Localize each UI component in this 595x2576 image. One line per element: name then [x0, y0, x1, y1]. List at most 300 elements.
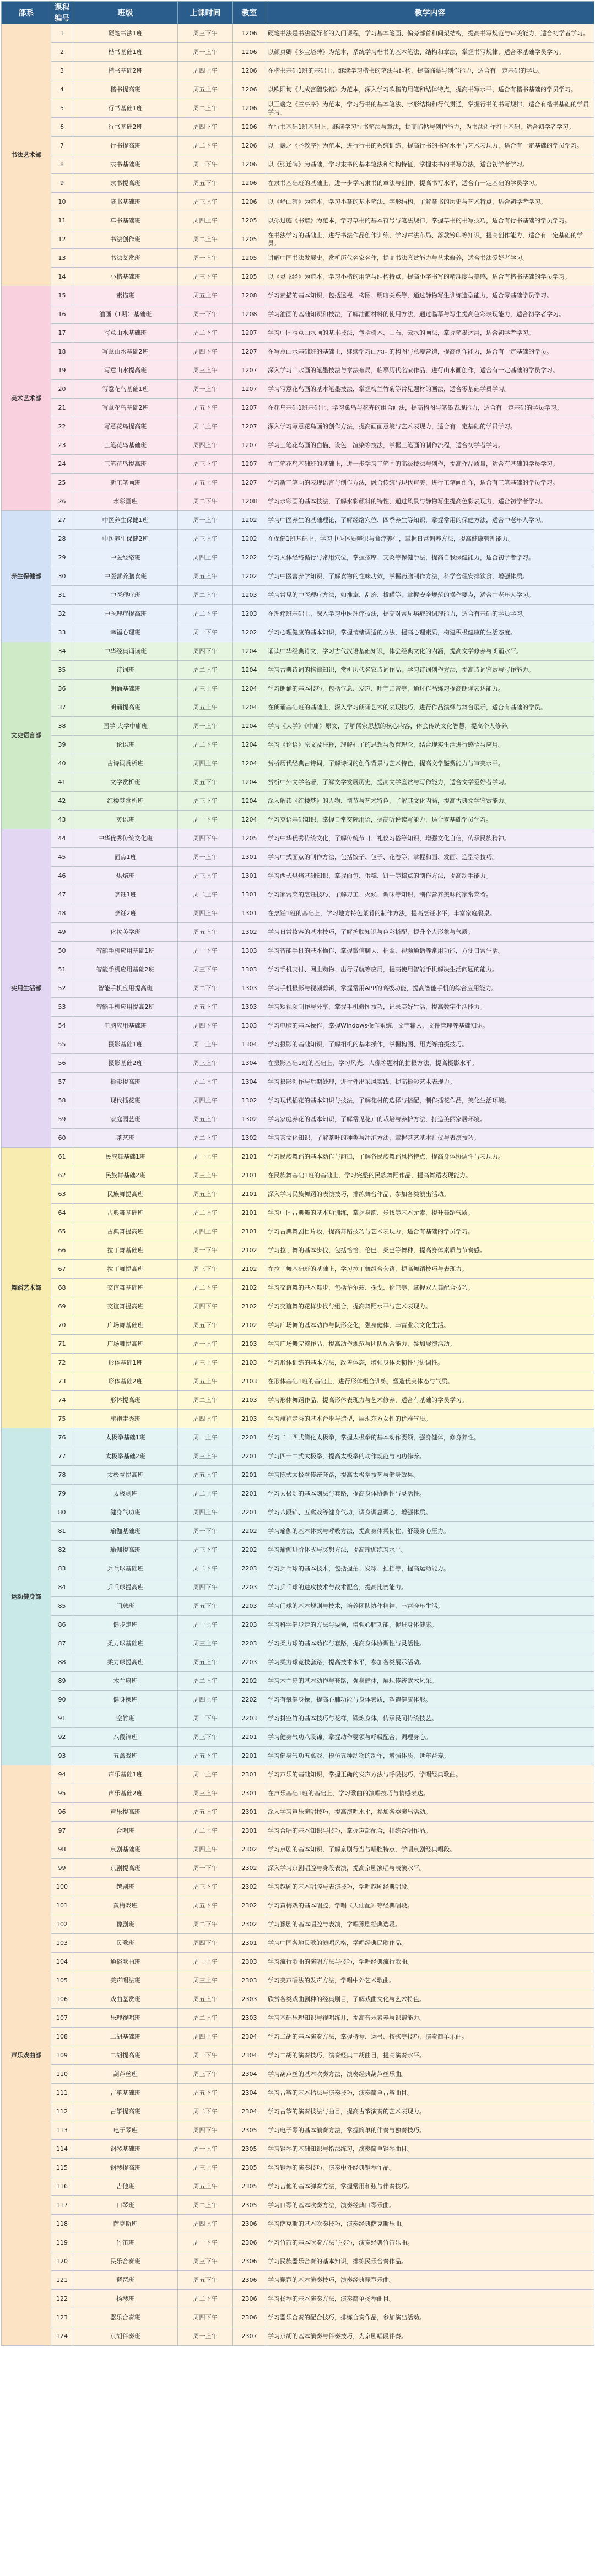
teaching-content-cell: 在花鸟基础1班基础上，学习禽鸟与花卉的组合画法，提高构图与笔墨表现能力，适合有一定基础的学员学习。	[266, 399, 594, 417]
course-number-cell: 15	[51, 286, 73, 305]
course-number-cell: 76	[51, 1428, 73, 1447]
classroom-cell: 1302	[233, 1091, 266, 1110]
teaching-content-cell: 在朗诵基础班的基础上，深入学习朗诵艺术的表现技巧，进行作品演绎与舞台展示，适合有基础的学员。	[266, 698, 594, 717]
class-time-cell: 周四下午	[178, 1578, 233, 1597]
course-number-cell: 79	[51, 1485, 73, 1503]
table-row	[2, 1129, 594, 1148]
teaching-content-cell: 学习中国写意山水画的基本技法，包括树木、山石、云水的画法，掌握笔墨运用，适合初学者学习。	[266, 324, 594, 343]
class-time-cell: 周四下午	[178, 1017, 233, 1035]
class-time-cell: 周一上午	[178, 1335, 233, 1354]
table-row	[2, 567, 594, 586]
classroom-cell: 2203	[233, 1597, 266, 1616]
classroom-cell: 2103	[233, 1335, 266, 1354]
table-row	[2, 1915, 594, 1934]
course-number-cell: 116	[51, 2177, 73, 2196]
classroom-cell: 1204	[233, 661, 266, 680]
class-name-cell: 民乐合奏班	[73, 2252, 178, 2271]
table-row	[2, 1260, 594, 1279]
teaching-content-cell: 学习四十二式太极拳，提高太极拳的动作规范与内功修养。	[266, 1447, 594, 1466]
class-name-cell: 美声唱法班	[73, 1971, 178, 1990]
teaching-content-cell: 学习古典舞剧目片段，提高舞蹈技巧与艺术表现力，适合有基础的学员学习。	[266, 1222, 594, 1241]
classroom-cell: 2201	[233, 1728, 266, 1747]
teaching-content-cell: 学习陈式太极拳传统套路，提高太极拳技艺与健身效果。	[266, 1466, 594, 1485]
table-row	[2, 1840, 594, 1859]
class-name-cell: 中医营养膳食班	[73, 567, 178, 586]
table-row	[2, 1559, 594, 1578]
classroom-cell: 2302	[233, 1878, 266, 1896]
course-number-cell: 67	[51, 1260, 73, 1279]
teaching-content-cell: 学习西式烘焙基础知识，掌握面包、蛋糕、饼干等糕点的制作方法，提高动手能力。	[266, 867, 594, 885]
course-number-cell: 21	[51, 399, 73, 417]
class-time-cell: 周五下午	[178, 1747, 233, 1765]
class-time-cell: 周二下午	[178, 1279, 233, 1297]
teaching-content-cell: 学习茶文化知识，了解茶叶的种类与冲泡方法，掌握茶艺基本礼仪与表演技巧。	[266, 1129, 594, 1148]
class-name-cell: 民歌班	[73, 1934, 178, 1953]
table-row	[2, 2102, 594, 2121]
class-time-cell: 周二下午	[178, 736, 233, 754]
class-time-cell: 周一上午	[178, 717, 233, 736]
classroom-cell: 1207	[233, 324, 266, 343]
table-row	[2, 1279, 594, 1297]
class-time-cell: 周三上午	[178, 193, 233, 211]
class-time-cell: 周三下午	[178, 1260, 233, 1279]
course-number-cell: 77	[51, 1447, 73, 1466]
teaching-content-cell: 学习古筝的演奏技法与曲目，提高古筝演奏的艺术表现力。	[266, 2102, 594, 2121]
table-row	[2, 1541, 594, 1559]
table-row	[2, 2121, 594, 2140]
class-time-cell: 周五下午	[178, 1896, 233, 1915]
teaching-content-cell: 学习工笔花鸟画的白描、设色、渲染等技法，掌握工笔画的制作流程，适合初学者学习。	[266, 436, 594, 455]
teaching-content-cell: 学习中国古典舞的基本功训练，掌握身韵、步伐等基本元素，提升舞蹈气质。	[266, 1204, 594, 1222]
table-row	[2, 2140, 594, 2159]
teaching-content-cell: 诵读中华经典诗文，学习古代汉语基础知识，体会经典文化的内涵，提高文学修养与朗诵水平。	[266, 642, 594, 661]
class-time-cell: 周一下午	[178, 1709, 233, 1728]
class-time-cell: 周五上午	[178, 474, 233, 492]
class-time-cell: 周四上午	[178, 1410, 233, 1428]
teaching-content-cell: 学习太极剑的基本剑法与套路，提高身体协调性与灵活性。	[266, 1485, 594, 1503]
course-number-cell: 90	[51, 1691, 73, 1709]
table-row	[2, 2252, 594, 2271]
class-name-cell: 民族舞基础1班	[73, 1148, 178, 1166]
table-row	[2, 829, 594, 848]
table-row	[2, 2215, 594, 2233]
table-row	[2, 43, 594, 62]
table-row	[2, 361, 594, 380]
class-name-cell: 中医理疗提高班	[73, 605, 178, 623]
class-name-cell: 民族舞提高班	[73, 1185, 178, 1204]
classroom-cell: 2303	[233, 1990, 266, 2009]
class-time-cell: 周一下午	[178, 305, 233, 324]
table-row	[2, 1485, 594, 1503]
class-name-cell: 摄影基础2班	[73, 1054, 178, 1073]
teaching-content-cell: 学习豫剧的基本唱腔与表演，学唱豫剧经典选段。	[266, 1915, 594, 1934]
class-time-cell: 周二上午	[178, 586, 233, 605]
classroom-cell: 2305	[233, 2121, 266, 2140]
class-time-cell: 周三上午	[178, 867, 233, 885]
class-name-cell: 门球班	[73, 1597, 178, 1616]
table-row	[2, 2028, 594, 2046]
class-name-cell: 柔力球提高班	[73, 1653, 178, 1672]
class-name-cell: 国学·大学中庸班	[73, 717, 178, 736]
course-number-cell: 20	[51, 380, 73, 399]
course-number-cell: 33	[51, 623, 73, 642]
classroom-cell: 1206	[233, 193, 266, 211]
classroom-cell: 1302	[233, 1110, 266, 1129]
course-number-cell: 61	[51, 1148, 73, 1166]
classroom-cell: 2304	[233, 2028, 266, 2046]
classroom-cell: 2201	[233, 1747, 266, 1765]
table-row	[2, 1316, 594, 1335]
table-row	[2, 436, 594, 455]
teaching-content-cell: 学习扬琴的基本演奏方法，演奏简单扬琴曲目。	[266, 2290, 594, 2308]
course-number-cell: 28	[51, 530, 73, 548]
classroom-cell: 1208	[233, 286, 266, 305]
class-name-cell: 小楷基础班	[73, 268, 178, 286]
department-name: 书法艺术部	[2, 24, 51, 286]
class-name-cell: 声乐基础1班	[73, 1765, 178, 1784]
teaching-content-cell: 在烹饪1班的基础上，学习地方特色菜肴的制作方法，提高烹饪水平，丰富家庭餐桌。	[266, 904, 594, 923]
course-number-cell: 105	[51, 1971, 73, 1990]
table-row	[2, 1354, 594, 1372]
teaching-content-cell: 学习黄梅戏的基本唱腔，学唱《天仙配》等经典唱段。	[266, 1896, 594, 1915]
class-time-cell: 周四上午	[178, 904, 233, 923]
department-name: 文史语言部	[2, 642, 51, 829]
class-name-cell: 扬琴班	[73, 2290, 178, 2308]
class-time-cell: 周五上午	[178, 80, 233, 99]
course-number-cell: 86	[51, 1616, 73, 1634]
class-time-cell: 周五下午	[178, 1316, 233, 1335]
classroom-cell: 2103	[233, 1372, 266, 1391]
classroom-cell: 2306	[233, 2271, 266, 2290]
class-time-cell: 周三下午	[178, 455, 233, 474]
course-number-cell: 102	[51, 1915, 73, 1934]
class-name-cell: 太极拳提高班	[73, 1466, 178, 1485]
teaching-content-cell: 学习中医营养学知识，了解食物的性味功效，掌握药膳制作方法，科学合理安排饮食，增强体质。	[266, 567, 594, 586]
course-number-cell: 123	[51, 2308, 73, 2327]
class-time-cell: 周三上午	[178, 2159, 233, 2177]
classroom-cell: 1304	[233, 1035, 266, 1054]
table-row	[2, 1765, 594, 1784]
teaching-content-cell: 学习柔力球竞技套路，提高技术水平，参加各类展示活动。	[266, 1653, 594, 1672]
table-body	[2, 24, 594, 2346]
course-number-cell: 101	[51, 1896, 73, 1915]
department-name: 声乐戏曲部	[2, 1765, 51, 2346]
course-number-cell: 82	[51, 1541, 73, 1559]
classroom-cell: 1207	[233, 417, 266, 436]
teaching-content-cell: 学习基础乐理知识与视唱练耳，提高音乐素养与识谱能力。	[266, 2009, 594, 2028]
table-row	[2, 2233, 594, 2252]
course-number-cell: 13	[51, 249, 73, 268]
course-number-cell: 57	[51, 1073, 73, 1091]
class-time-cell: 周二下午	[178, 137, 233, 155]
course-number-cell: 72	[51, 1354, 73, 1372]
classroom-cell: 2305	[233, 2177, 266, 2196]
table-row	[2, 1297, 594, 1316]
classroom-cell: 1302	[233, 923, 266, 942]
class-name-cell: 交谊舞基础班	[73, 1279, 178, 1297]
class-name-cell: 论语班	[73, 736, 178, 754]
classroom-cell: 2306	[233, 2233, 266, 2252]
table-row	[2, 2065, 594, 2084]
classroom-cell: 1207	[233, 436, 266, 455]
class-time-cell: 周三下午	[178, 2065, 233, 2084]
teaching-content-cell: 学习形体训练的基本方法，改善体态，增强身体柔韧性与协调性。	[266, 1354, 594, 1372]
classroom-cell: 1204	[233, 792, 266, 811]
table-row	[2, 2196, 594, 2215]
class-time-cell: 周四下午	[178, 642, 233, 661]
classroom-cell: 2302	[233, 1915, 266, 1934]
course-number-cell: 10	[51, 193, 73, 211]
classroom-cell: 1206	[233, 137, 266, 155]
class-time-cell: 周二下午	[178, 605, 233, 623]
teaching-content-cell: 学习朗诵的基本技巧，包括气息、发声、吐字归音等，通过作品练习提高朗诵表达能力。	[266, 680, 594, 698]
classroom-cell: 1207	[233, 380, 266, 399]
class-time-cell: 周四下午	[178, 343, 233, 361]
teaching-content-cell: 学习短视频制作与分享，掌握手机修图技巧，记录美好生活，提高数字生活能力。	[266, 998, 594, 1017]
teaching-content-cell: 学习竹笛的基本吹奏方法与技巧，演奏经典竹笛乐曲。	[266, 2233, 594, 2252]
course-number-cell: 118	[51, 2215, 73, 2233]
teaching-content-cell: 学习中国各地民歌的演唱风格，学唱经典民歌作品。	[266, 1934, 594, 1953]
class-name-cell: 二胡提高班	[73, 2046, 178, 2065]
course-number-cell: 19	[51, 361, 73, 380]
classroom-cell: 2101	[233, 1185, 266, 1204]
classroom-cell: 2102	[233, 1241, 266, 1260]
table-row	[2, 492, 594, 511]
course-number-cell: 65	[51, 1222, 73, 1241]
table-row	[2, 1466, 594, 1485]
class-name-cell: 摄影提高班	[73, 1073, 178, 1091]
table-row	[2, 1522, 594, 1541]
class-time-cell: 周四下午	[178, 2121, 233, 2140]
classroom-cell: 2102	[233, 1279, 266, 1297]
classroom-cell: 2303	[233, 1971, 266, 1990]
class-name-cell: 古筝提高班	[73, 2102, 178, 2121]
table-row	[2, 1222, 594, 1241]
teaching-content-cell: 学习油画的基础知识和技法，了解油画材料的使用方法，通过临摹与写生提高色彩表现能力，适合初学者学习。	[266, 305, 594, 324]
class-time-cell: 周三下午	[178, 1728, 233, 1747]
table-row	[2, 1428, 594, 1447]
classroom-cell: 1202	[233, 567, 266, 586]
course-number-cell: 14	[51, 268, 73, 286]
class-name-cell: 越剧班	[73, 1878, 178, 1896]
teaching-content-cell: 以《灵飞经》为范本，学习小楷的用笔与结构特点，提高小字书写的精准度与美感，适合有楷书基础的学员学习。	[266, 268, 594, 286]
class-time-cell: 周一下午	[178, 942, 233, 960]
table-row	[2, 942, 594, 960]
course-number-cell: 7	[51, 137, 73, 155]
course-number-cell: 54	[51, 1017, 73, 1035]
table-row	[2, 324, 594, 343]
course-number-cell: 2	[51, 43, 73, 62]
class-name-cell: 健身气功班	[73, 1503, 178, 1522]
classroom-cell: 2301	[233, 1822, 266, 1840]
classroom-cell: 2305	[233, 2196, 266, 2215]
course-number-cell: 50	[51, 942, 73, 960]
course-number-cell: 45	[51, 848, 73, 867]
class-time-cell: 周五上午	[178, 286, 233, 305]
course-number-cell: 35	[51, 661, 73, 680]
table-row	[2, 118, 594, 137]
course-number-cell: 41	[51, 773, 73, 792]
class-time-cell: 周三下午	[178, 24, 233, 43]
class-name-cell: 硬笔书法1班	[73, 24, 178, 43]
table-row	[2, 380, 594, 399]
class-time-cell: 周二上午	[178, 1073, 233, 1091]
class-time-cell: 周二上午	[178, 2009, 233, 2028]
teaching-content-cell: 学习健身气功五禽戏，模仿五种动物的动作，增强体质，延年益寿。	[266, 1747, 594, 1765]
course-number-cell: 5	[51, 99, 73, 118]
class-time-cell: 周三下午	[178, 1541, 233, 1559]
teaching-content-cell: 学习广场舞完整作品，提高动作规范与团队配合能力，参加展演活动。	[266, 1335, 594, 1354]
classroom-cell: 1207	[233, 399, 266, 417]
classroom-cell: 2203	[233, 1559, 266, 1578]
course-number-cell: 114	[51, 2140, 73, 2159]
class-time-cell: 周三上午	[178, 1054, 233, 1073]
classroom-cell: 2306	[233, 2215, 266, 2233]
class-name-cell: 工笔花鸟基础班	[73, 436, 178, 455]
class-time-cell: 周二上午	[178, 99, 233, 118]
teaching-content-cell: 学习二十四式简化太极拳，掌握太极拳的基本动作要领，强身健体，修身养性。	[266, 1428, 594, 1447]
class-name-cell: 红楼梦赏析班	[73, 792, 178, 811]
classroom-cell: 1206	[233, 155, 266, 174]
course-number-cell: 12	[51, 230, 73, 249]
class-name-cell: 中医理疗班	[73, 586, 178, 605]
class-name-cell: 写意山水基础班	[73, 324, 178, 343]
teaching-content-cell: 学习美声唱法的发声方法，学唱中外艺术歌曲。	[266, 1971, 594, 1990]
course-number-cell: 47	[51, 885, 73, 904]
course-number-cell: 34	[51, 642, 73, 661]
course-number-cell: 40	[51, 754, 73, 773]
teaching-content-cell: 学习健身气功八段锦，掌握动作要领与呼吸配合，调理身心。	[266, 1728, 594, 1747]
class-time-cell: 周一上午	[178, 511, 233, 530]
class-name-cell: 写意花鸟提高班	[73, 417, 178, 436]
class-name-cell: 民族舞基础2班	[73, 1166, 178, 1185]
header-time: 上课时间	[178, 2, 233, 24]
class-name-cell: 吉他班	[73, 2177, 178, 2196]
class-name-cell: 声乐提高班	[73, 1803, 178, 1822]
course-number-cell: 78	[51, 1466, 73, 1485]
class-time-cell: 周四上午	[178, 62, 233, 80]
class-name-cell: 拉丁舞提高班	[73, 1260, 178, 1279]
course-number-cell: 25	[51, 474, 73, 492]
table-row	[2, 605, 594, 623]
table-row	[2, 736, 594, 754]
teaching-content-cell: 学习声乐的基础知识，掌握正确的发声方法与呼吸技巧，学唱经典歌曲。	[266, 1765, 594, 1784]
classroom-cell: 2304	[233, 2046, 266, 2065]
class-name-cell: 写意山水基础2班	[73, 343, 178, 361]
class-time-cell: 周五下午	[178, 773, 233, 792]
table-row	[2, 193, 594, 211]
class-name-cell: 乒乓球提高班	[73, 1578, 178, 1597]
teaching-content-cell: 学习瑜伽进阶体式与冥想方法，提高瑜伽练习水平。	[266, 1541, 594, 1559]
classroom-cell: 1207	[233, 455, 266, 474]
class-time-cell: 周二上午	[178, 1485, 233, 1503]
classroom-cell: 1204	[233, 680, 266, 698]
table-row	[2, 960, 594, 979]
class-name-cell: 钢琴提高班	[73, 2159, 178, 2177]
header-department: 部系	[2, 2, 51, 24]
classroom-cell: 1205	[233, 230, 266, 249]
course-number-cell: 32	[51, 605, 73, 623]
table-row	[2, 792, 594, 811]
classroom-cell: 2103	[233, 1354, 266, 1372]
course-number-cell: 16	[51, 305, 73, 324]
class-time-cell: 周二下午	[178, 2290, 233, 2308]
class-name-cell: 广场舞提高班	[73, 1335, 178, 1354]
teaching-content-cell: 学习萨克斯的基本吹奏技巧，演奏经典萨克斯乐曲。	[266, 2215, 594, 2233]
course-number-cell: 66	[51, 1241, 73, 1260]
table-row	[2, 1896, 594, 1915]
class-time-cell: 周二上午	[178, 417, 233, 436]
teaching-content-cell: 学习日常妆容的基本技巧，了解护肤知识与色彩搭配，提升个人形象与气质。	[266, 923, 594, 942]
table-row	[2, 455, 594, 474]
teaching-content-cell: 在楷书基础1班的基础上，继续学习楷书的笔法与结构，提高临摹与创作能力，适合有一定基础的学员。	[266, 62, 594, 80]
class-name-cell: 诗词班	[73, 661, 178, 680]
class-time-cell: 周四上午	[178, 2215, 233, 2233]
table-row	[2, 2271, 594, 2290]
department-name: 运动健身部	[2, 1428, 51, 1765]
classroom-cell: 2103	[233, 1410, 266, 1428]
class-name-cell: 形体基础1班	[73, 1354, 178, 1372]
table-row	[2, 1597, 594, 1616]
table-row	[2, 661, 594, 680]
classroom-cell: 1204	[233, 773, 266, 792]
course-number-cell: 43	[51, 811, 73, 829]
class-time-cell: 周一上午	[178, 249, 233, 268]
classroom-cell: 1205	[233, 249, 266, 268]
class-time-cell: 周三上午	[178, 680, 233, 698]
teaching-content-cell: 硬笔书法是书法爱好者的入门课程，学习基本笔画、偏旁部首和间架结构，提高书写规范与审美能力，适合初学者学习。	[266, 24, 594, 43]
course-number-cell: 91	[51, 1709, 73, 1728]
class-time-cell: 周五上午	[178, 923, 233, 942]
classroom-cell: 1303	[233, 1017, 266, 1035]
table-row	[2, 998, 594, 1017]
classroom-cell: 2304	[233, 2065, 266, 2084]
classroom-cell: 1301	[233, 848, 266, 867]
classroom-cell: 2203	[233, 1616, 266, 1634]
class-time-cell: 周一上午	[178, 2327, 233, 2346]
course-number-cell: 107	[51, 2009, 73, 2028]
course-number-cell: 63	[51, 1185, 73, 1204]
table-row	[2, 1447, 594, 1466]
course-number-cell: 59	[51, 1110, 73, 1129]
header-course-number: 课程编号	[51, 2, 73, 24]
teaching-content-cell: 学习吉他的基本弹奏方法，掌握常用和弦与伴奏技巧。	[266, 2177, 594, 2196]
class-time-cell: 周三下午	[178, 960, 233, 979]
course-number-cell: 117	[51, 2196, 73, 2215]
teaching-content-cell: 学习木兰扇的基本动作与套路，强身健体，展现传统武术风采。	[266, 1672, 594, 1691]
class-time-cell: 周三上午	[178, 1166, 233, 1185]
teaching-content-cell: 学习摄影创作与后期处理，进行外出采风实践，提高摄影艺术表现力。	[266, 1073, 594, 1091]
classroom-cell: 2306	[233, 2308, 266, 2327]
classroom-cell: 1206	[233, 118, 266, 137]
teaching-content-cell: 学习现代插花的基本知识与技法，了解花材的选择与搭配，制作插花作品，美化生活环境。	[266, 1091, 594, 1110]
teaching-content-cell: 在形体基础1班的基础上，进行形体组合训练，塑造优美体态与气质。	[266, 1372, 594, 1391]
teaching-content-cell: 以颜真卿《多宝塔碑》为范本，系统学习楷书的基本笔法、结构和章法，掌握书写规律，适合零基础学员学习。	[266, 43, 594, 62]
class-time-cell: 周二上午	[178, 1822, 233, 1840]
class-name-cell: 楷书提高班	[73, 80, 178, 99]
course-number-cell: 69	[51, 1297, 73, 1316]
teaching-content-cell: 在书法学习的基础上，进行书法作品创作训练，学习章法布局、落款钤印等知识，提高创作能力，适合有一定基础的学员。	[266, 230, 594, 249]
classroom-cell: 1206	[233, 99, 266, 118]
teaching-content-cell: 学习形体舞蹈作品，提高形体表现力与艺术修养，适合有基础的学员学习。	[266, 1391, 594, 1410]
teaching-content-cell: 讲解中国书法发展史，赏析历代名家名作，提高书法鉴赏能力与艺术修养，适合书法爱好者学习。	[266, 249, 594, 268]
class-time-cell: 周四上午	[178, 548, 233, 567]
table-row	[2, 2290, 594, 2308]
class-name-cell: 太极拳基础2班	[73, 1447, 178, 1466]
class-time-cell: 周五上午	[178, 1466, 233, 1485]
class-name-cell: 家庭园艺班	[73, 1110, 178, 1129]
table-row	[2, 511, 594, 530]
